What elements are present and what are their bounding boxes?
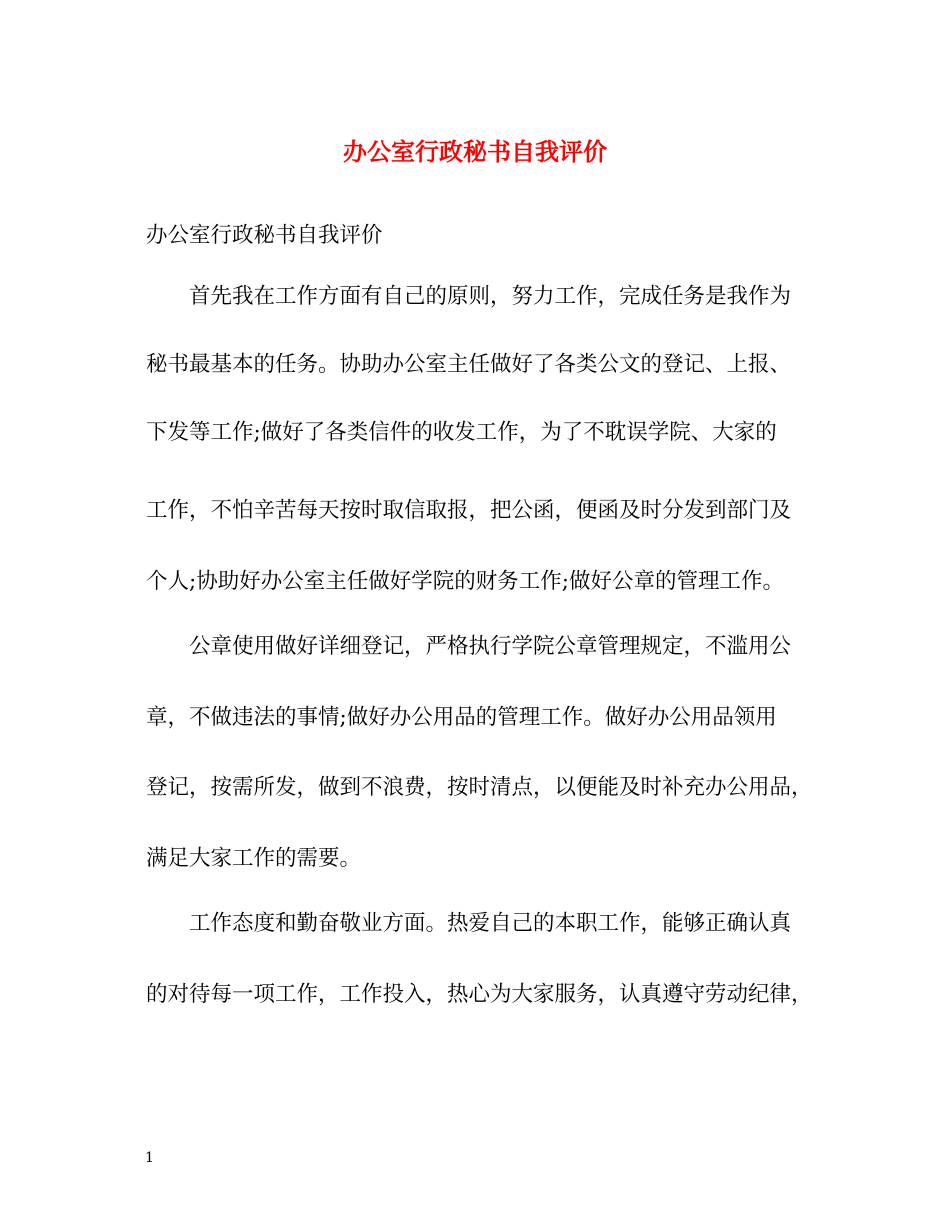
page-number: 1	[145, 1150, 154, 1166]
paragraph-line: 的对待每一项工作，工作投入，热心为大家服务，认真遵守劳动纪律，	[146, 982, 813, 1007]
paragraph-line: 满足大家工作的需要。	[146, 846, 362, 871]
paragraph-line: 秘书最基本的任务。协助办公室主任做好了各类公文的登记、上报、	[146, 352, 792, 377]
paragraph-line: 个人;协助好办公室主任做好学院的财务工作;做好公章的管理工作。	[146, 569, 784, 594]
document-subtitle: 办公室行政秘书自我评价	[146, 223, 383, 248]
paragraph-line: 下发等工作;做好了各类信件的收发工作，为了不耽误学院、大家的	[146, 420, 777, 445]
paragraph-line: 公章使用做好详细登记，严格执行学院公章管理规定，不滥用公	[189, 634, 792, 659]
paragraph-line: 工作态度和勤奋敬业方面。热爱自己的本职工作，能够正确认真	[189, 911, 792, 936]
document-title: 办公室行政秘书自我评价	[343, 137, 607, 166]
paragraph-line: 章，不做违法的事情;做好办公用品的管理工作。做好办公用品领用	[146, 705, 777, 730]
paragraph-line: 首先我在工作方面有自己的原则，努力工作，完成任务是我作为	[189, 284, 792, 309]
paragraph-line: 工作，不怕辛苦每天按时取信取报，把公函，便函及时分发到部门及	[146, 498, 792, 523]
paragraph-line: 登记，按需所发，做到不浪费，按时清点，以便能及时补充办公用品，	[146, 775, 813, 800]
